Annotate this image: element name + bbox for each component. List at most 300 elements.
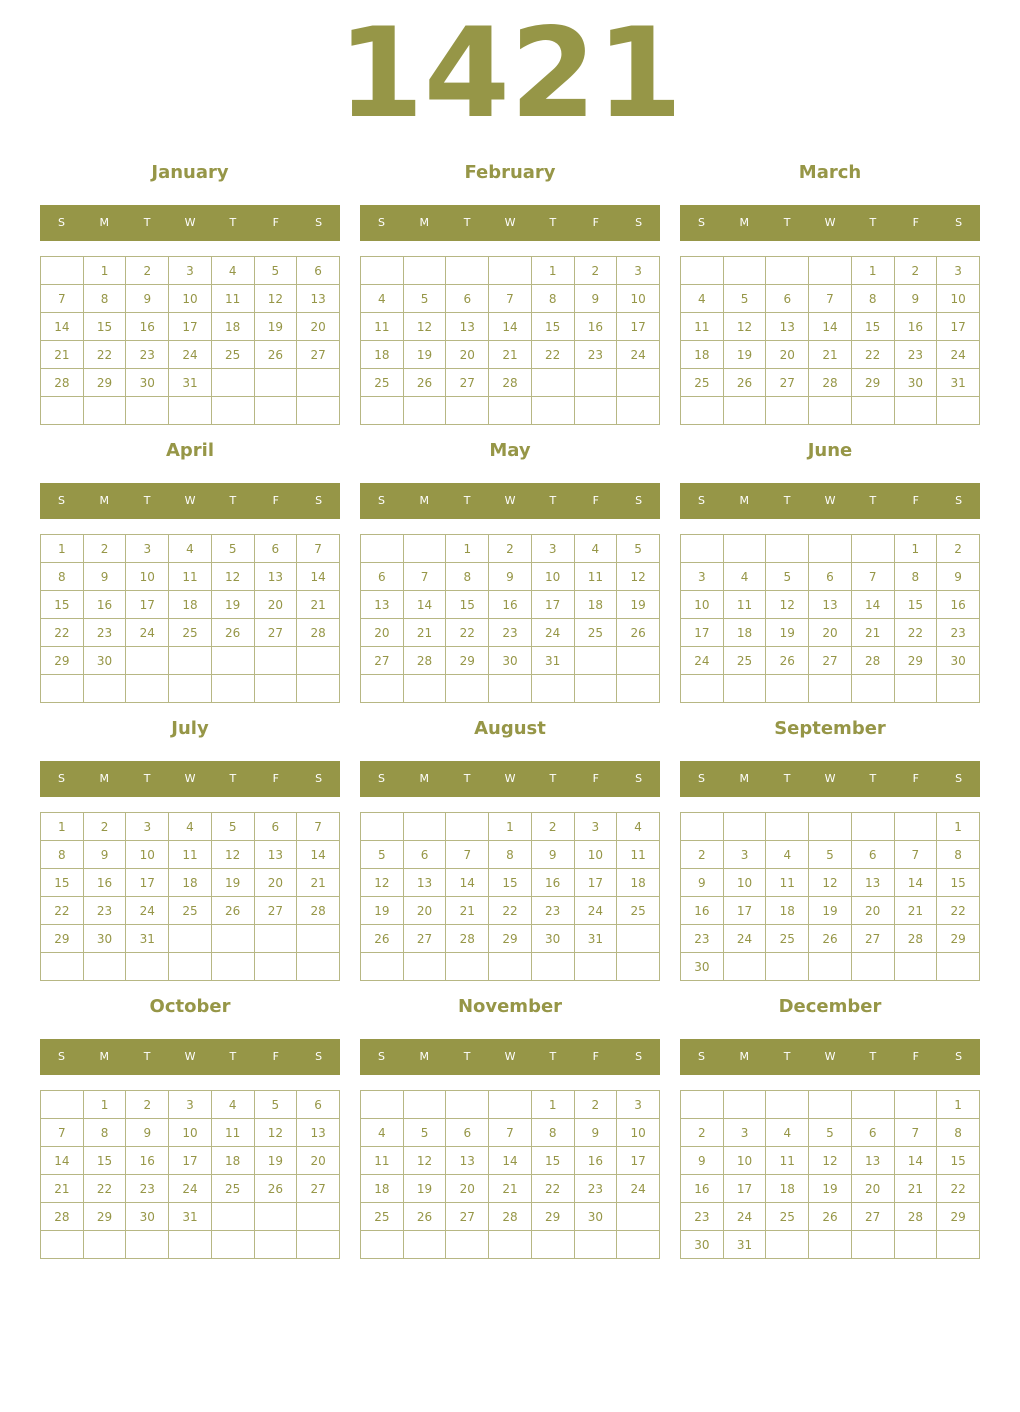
day-cell: 20 [403,897,446,925]
day-cell: 4 [681,285,724,313]
weekday-label: S [57,216,65,229]
empty-day-cell [297,1231,340,1259]
day-cell: 8 [531,1119,574,1147]
empty-day-cell [809,953,852,981]
week-row [41,591,340,619]
month-name: May [489,440,531,461]
weekday-label: F [592,494,599,507]
day-cell: 28 [41,1203,84,1231]
day-cell: 3 [531,535,574,563]
day-cell: 9 [681,869,724,897]
day-cell: 1 [531,1091,574,1119]
day-cell: 10 [126,563,169,591]
empty-day-cell [169,953,212,981]
day-cell: 15 [937,869,980,897]
empty-day-cell [41,953,84,981]
day-cell: 30 [83,647,126,675]
week-row [361,1231,660,1259]
day-cell: 20 [446,1175,489,1203]
empty-day-cell [766,675,809,703]
empty-day-cell [254,953,297,981]
day-cell: 2 [937,535,980,563]
weekday-label: M [419,772,430,785]
day-cell: 1 [83,1091,126,1119]
weekday-label: T [869,1050,877,1063]
empty-day-cell [851,813,894,841]
empty-day-cell [403,1091,446,1119]
day-cell: 24 [169,1175,212,1203]
week-row [681,313,980,341]
weekday-header [40,205,340,241]
weekday-label: M [739,494,750,507]
day-cell: 3 [681,563,724,591]
day-cell: 29 [489,925,532,953]
day-cell: 3 [937,257,980,285]
day-cell: 19 [254,313,297,341]
day-cell: 15 [894,591,937,619]
month-name: September [774,718,886,739]
week-row [681,563,980,591]
day-cell: 27 [809,647,852,675]
day-cell: 3 [723,1119,766,1147]
day-cell: 16 [894,313,937,341]
weekday-label: W [184,494,196,507]
empty-day-cell [894,1231,937,1259]
day-cell: 18 [169,869,212,897]
day-cell: 13 [403,869,446,897]
day-cell: 7 [809,285,852,313]
day-cell: 14 [894,1147,937,1175]
day-cell: 20 [809,619,852,647]
day-cell: 4 [766,1119,809,1147]
weekday-label: T [463,494,471,507]
weekday-label: T [143,494,151,507]
day-cell: 16 [83,591,126,619]
day-cell: 19 [809,1175,852,1203]
empty-day-cell [297,953,340,981]
day-cell: 22 [531,341,574,369]
day-cell: 29 [83,369,126,397]
weekday-label: T [143,1050,151,1063]
day-cell: 20 [254,591,297,619]
weekday-header [680,1039,980,1075]
weekday-label: S [635,494,643,507]
day-cell: 3 [617,257,660,285]
empty-day-cell [766,1091,809,1119]
day-cell: 21 [851,619,894,647]
day-cell: 2 [83,535,126,563]
day-cell: 30 [681,953,724,981]
empty-day-cell [489,953,532,981]
empty-day-cell [446,813,489,841]
day-grid [40,534,340,703]
day-cell: 12 [617,563,660,591]
day-cell: 31 [531,647,574,675]
empty-day-cell [403,953,446,981]
empty-day-cell [617,925,660,953]
day-cell: 5 [766,563,809,591]
weekday-label: W [184,216,196,229]
day-cell: 29 [937,1203,980,1231]
day-cell: 7 [41,285,84,313]
week-row [361,369,660,397]
day-cell: 26 [809,925,852,953]
weekday-label: T [229,1050,237,1063]
day-cell: 14 [297,841,340,869]
week-row [41,285,340,313]
day-cell: 17 [169,313,212,341]
day-cell: 28 [446,925,489,953]
day-cell: 13 [851,1147,894,1175]
weekday-label: M [99,772,110,785]
day-cell: 13 [361,591,404,619]
empty-day-cell [254,647,297,675]
day-cell: 23 [574,341,617,369]
day-cell: 11 [211,285,254,313]
empty-day-cell [83,397,126,425]
day-cell: 10 [574,841,617,869]
weekday-label: S [315,216,323,229]
empty-day-cell [766,1231,809,1259]
day-cell: 6 [851,841,894,869]
empty-day-cell [937,1231,980,1259]
day-cell: 8 [489,841,532,869]
day-cell: 13 [851,869,894,897]
day-cell: 18 [681,341,724,369]
empty-day-cell [617,397,660,425]
weekday-label: S [57,1050,65,1063]
empty-day-cell [126,1231,169,1259]
weekday-label: F [912,1050,919,1063]
day-cell: 15 [446,591,489,619]
day-cell: 17 [531,591,574,619]
day-cell: 16 [489,591,532,619]
day-cell: 16 [531,869,574,897]
day-cell: 18 [574,591,617,619]
week-row [681,841,980,869]
day-cell: 5 [403,285,446,313]
day-cell: 20 [851,897,894,925]
day-cell: 19 [766,619,809,647]
day-cell: 13 [297,285,340,313]
day-cell: 11 [766,1147,809,1175]
day-cell: 16 [126,1147,169,1175]
day-cell: 14 [41,1147,84,1175]
day-cell: 27 [254,897,297,925]
day-cell: 19 [723,341,766,369]
empty-day-cell [574,953,617,981]
day-cell: 9 [126,285,169,313]
day-grid [360,256,660,425]
day-cell: 2 [681,1119,724,1147]
day-cell: 30 [83,925,126,953]
weekday-label: S [635,216,643,229]
day-cell: 2 [574,1091,617,1119]
weekday-label: W [824,494,836,507]
day-cell: 6 [254,813,297,841]
empty-day-cell [126,953,169,981]
empty-day-cell [574,1231,617,1259]
empty-day-cell [531,953,574,981]
empty-day-cell [766,813,809,841]
empty-day-cell [574,369,617,397]
day-cell: 1 [41,535,84,563]
empty-day-cell [851,675,894,703]
day-cell: 30 [489,647,532,675]
empty-day-cell [937,953,980,981]
day-cell: 27 [851,1203,894,1231]
weekday-label: F [912,216,919,229]
day-cell: 30 [531,925,574,953]
weekday-label: F [592,1050,599,1063]
day-cell: 10 [617,285,660,313]
empty-day-cell [809,1231,852,1259]
empty-day-cell [83,953,126,981]
weekday-header [680,761,980,797]
day-cell: 18 [361,1175,404,1203]
day-cell: 24 [574,897,617,925]
empty-day-cell [254,675,297,703]
day-grid [680,256,980,425]
day-cell: 9 [937,563,980,591]
day-cell: 25 [361,369,404,397]
day-cell: 20 [254,869,297,897]
day-cell: 15 [489,869,532,897]
weekday-label: T [229,772,237,785]
day-cell: 20 [446,341,489,369]
day-cell: 26 [254,1175,297,1203]
day-cell: 15 [83,313,126,341]
week-row [41,257,340,285]
day-cell: 11 [574,563,617,591]
day-cell: 29 [41,925,84,953]
week-row [681,1175,980,1203]
day-cell: 23 [937,619,980,647]
weekday-label: W [824,1050,836,1063]
day-cell: 15 [531,313,574,341]
day-cell: 29 [851,369,894,397]
empty-day-cell [894,397,937,425]
week-row [361,953,660,981]
weekday-label: W [504,494,516,507]
weekday-label: W [824,216,836,229]
weekday-label: S [377,216,385,229]
empty-day-cell [617,953,660,981]
day-cell: 4 [169,813,212,841]
day-cell: 8 [446,563,489,591]
day-cell: 2 [489,535,532,563]
day-cell: 1 [531,257,574,285]
week-row [41,1147,340,1175]
empty-day-cell [809,257,852,285]
empty-day-cell [41,675,84,703]
week-row [361,341,660,369]
day-cell: 11 [211,1119,254,1147]
day-cell: 19 [211,869,254,897]
week-row [681,619,980,647]
day-cell: 26 [211,897,254,925]
month-name: April [165,440,215,461]
week-row [361,1203,660,1231]
weekday-label: T [869,494,877,507]
weekday-label: T [549,494,557,507]
empty-day-cell [617,369,660,397]
empty-day-cell [681,1091,724,1119]
day-cell: 4 [766,841,809,869]
empty-day-cell [83,1231,126,1259]
day-cell: 11 [169,563,212,591]
empty-day-cell [41,257,84,285]
empty-day-cell [723,1091,766,1119]
day-cell: 21 [446,897,489,925]
day-cell: 12 [254,1119,297,1147]
day-cell: 25 [723,647,766,675]
week-row [41,563,340,591]
day-cell: 29 [41,647,84,675]
day-cell: 24 [723,1203,766,1231]
weekday-label: W [504,216,516,229]
day-cell: 7 [894,1119,937,1147]
empty-day-cell [809,535,852,563]
day-cell: 25 [766,1203,809,1231]
weekday-label: T [463,772,471,785]
day-cell: 25 [169,619,212,647]
day-cell: 9 [574,285,617,313]
weekday-label: S [315,1050,323,1063]
day-cell: 20 [297,313,340,341]
empty-day-cell [254,925,297,953]
day-cell: 9 [531,841,574,869]
day-cell: 25 [574,619,617,647]
day-cell: 29 [894,647,937,675]
week-row [41,897,340,925]
day-cell: 13 [297,1119,340,1147]
empty-day-cell [574,675,617,703]
empty-day-cell [681,257,724,285]
week-row [361,925,660,953]
day-cell: 5 [254,1091,297,1119]
empty-day-cell [937,675,980,703]
day-cell: 23 [531,897,574,925]
weekday-label: M [419,216,430,229]
day-cell: 3 [169,1091,212,1119]
day-cell: 9 [894,285,937,313]
day-cell: 7 [894,841,937,869]
day-cell: 27 [254,619,297,647]
weekday-label: M [739,1050,750,1063]
day-cell: 17 [723,1175,766,1203]
day-cell: 29 [531,1203,574,1231]
day-cell: 22 [83,341,126,369]
day-cell: 4 [211,1091,254,1119]
week-row [41,341,340,369]
day-cell: 16 [126,313,169,341]
empty-day-cell [531,369,574,397]
empty-day-cell [297,647,340,675]
weekday-label: T [783,1050,791,1063]
day-cell: 1 [894,535,937,563]
week-row [41,1203,340,1231]
empty-day-cell [403,257,446,285]
day-cell: 31 [574,925,617,953]
weekday-label: M [99,494,110,507]
empty-day-cell [446,953,489,981]
week-row [361,675,660,703]
day-cell: 2 [126,257,169,285]
day-cell: 30 [937,647,980,675]
weekday-label: T [229,494,237,507]
day-cell: 15 [83,1147,126,1175]
weekday-label: M [419,1050,430,1063]
empty-day-cell [211,925,254,953]
month-name: June [807,440,853,461]
empty-day-cell [41,1091,84,1119]
weekday-label: S [315,494,323,507]
empty-day-cell [361,535,404,563]
day-cell: 24 [617,1175,660,1203]
weekday-label: T [869,772,877,785]
empty-day-cell [766,953,809,981]
week-row [41,535,340,563]
empty-day-cell [403,397,446,425]
day-cell: 18 [723,619,766,647]
day-cell: 18 [211,313,254,341]
day-cell: 22 [851,341,894,369]
empty-day-cell [851,953,894,981]
empty-day-cell [446,1231,489,1259]
day-cell: 20 [851,1175,894,1203]
week-row [41,925,340,953]
day-cell: 5 [723,285,766,313]
day-cell: 17 [723,897,766,925]
day-cell: 13 [446,313,489,341]
weekday-label: F [592,216,599,229]
day-cell: 3 [574,813,617,841]
day-cell: 15 [41,591,84,619]
day-cell: 12 [361,869,404,897]
weekday-label: S [377,772,385,785]
day-cell: 10 [723,1147,766,1175]
day-cell: 12 [403,313,446,341]
day-cell: 13 [254,563,297,591]
day-cell: 10 [617,1119,660,1147]
day-cell: 17 [169,1147,212,1175]
day-cell: 23 [894,341,937,369]
day-cell: 27 [446,369,489,397]
day-cell: 6 [446,1119,489,1147]
weekday-label: S [697,494,705,507]
day-cell: 6 [403,841,446,869]
day-cell: 15 [937,1147,980,1175]
day-cell: 8 [937,1119,980,1147]
day-cell: 23 [489,619,532,647]
day-cell: 31 [169,1203,212,1231]
weekday-label: W [504,772,516,785]
weekday-label: S [955,1050,963,1063]
day-cell: 7 [489,1119,532,1147]
empty-day-cell [574,647,617,675]
day-cell: 23 [681,925,724,953]
day-cell: 28 [489,1203,532,1231]
day-cell: 22 [489,897,532,925]
day-cell: 26 [723,369,766,397]
weekday-label: F [912,494,919,507]
month-name: February [464,162,556,183]
empty-day-cell [766,257,809,285]
empty-day-cell [851,1231,894,1259]
week-row [681,1119,980,1147]
day-cell: 22 [937,1175,980,1203]
